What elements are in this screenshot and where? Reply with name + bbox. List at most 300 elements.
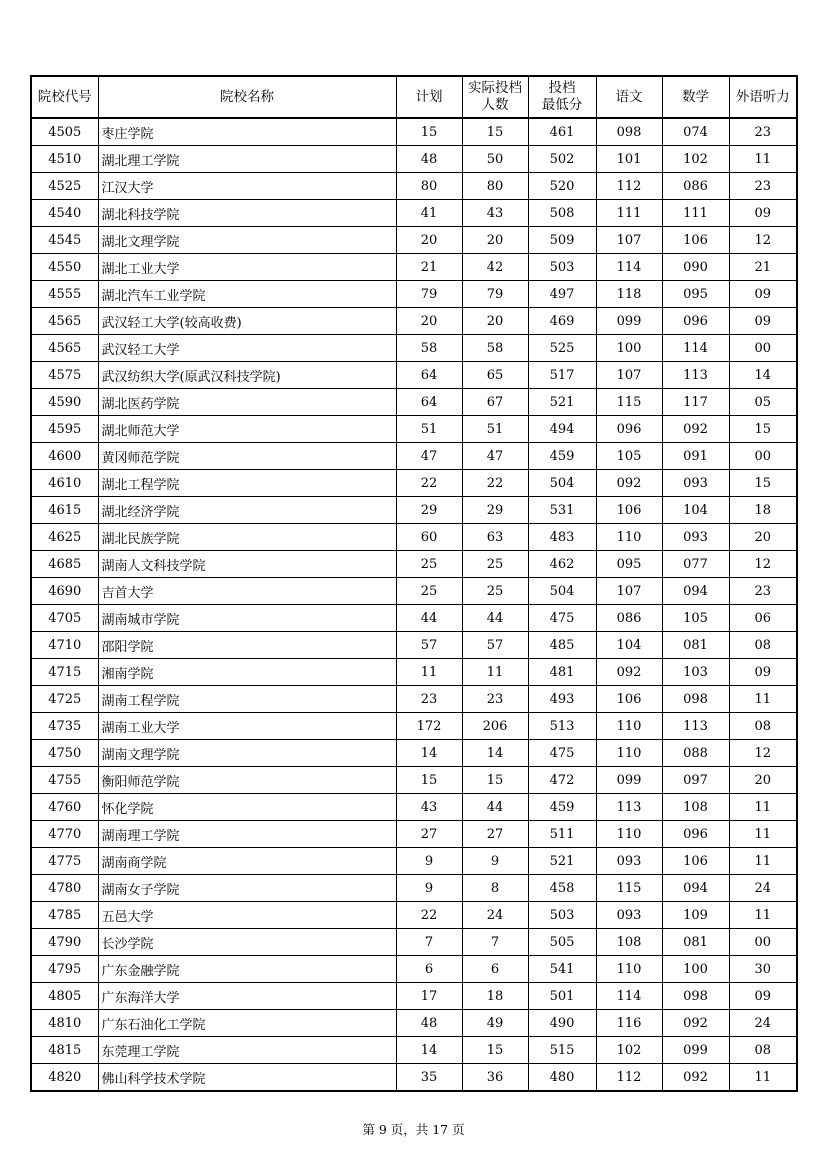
plan-cell: 172 — [396, 713, 462, 740]
plan-cell: 48 — [396, 146, 462, 173]
name-cell: 武汉轻工大学 — [98, 335, 396, 362]
plan-cell: 43 — [396, 794, 462, 821]
plan-cell: 9 — [396, 848, 462, 875]
table-row — [31, 443, 797, 470]
actual-cell: 18 — [462, 983, 528, 1010]
code-cell: 4760 — [31, 794, 98, 821]
name-cell: 五邑大学 — [98, 902, 396, 929]
foreign-cell: 00 — [729, 443, 797, 470]
table-row — [31, 1064, 797, 1092]
plan-cell: 25 — [396, 551, 462, 578]
name-cell: 湖北经济学院 — [98, 497, 396, 524]
foreign-cell: 11 — [729, 902, 797, 929]
math-cell: 109 — [662, 902, 729, 929]
name-cell: 湖北工业大学 — [98, 254, 396, 281]
code-cell: 4705 — [31, 605, 98, 632]
min-score-cell: 475 — [528, 740, 596, 767]
foreign-cell: 11 — [729, 794, 797, 821]
code-cell: 4755 — [31, 767, 98, 794]
min-score-cell: 481 — [528, 659, 596, 686]
code-cell: 4550 — [31, 254, 98, 281]
plan-cell: 17 — [396, 983, 462, 1010]
min-score-cell: 504 — [528, 470, 596, 497]
table-row — [31, 605, 797, 632]
table-row — [31, 794, 797, 821]
chinese-cell: 107 — [596, 578, 662, 605]
plan-cell: 64 — [396, 389, 462, 416]
min-score-cell: 508 — [528, 200, 596, 227]
actual-cell: 206 — [462, 713, 528, 740]
actual-cell: 57 — [462, 632, 528, 659]
actual-cell: 9 — [462, 848, 528, 875]
plan-cell: 79 — [396, 281, 462, 308]
actual-cell: 51 — [462, 416, 528, 443]
foreign-cell: 08 — [729, 1037, 797, 1064]
code-cell: 4725 — [31, 686, 98, 713]
actual-cell: 29 — [462, 497, 528, 524]
chinese-cell: 099 — [596, 308, 662, 335]
min-score-cell: 541 — [528, 956, 596, 983]
foreign-cell: 23 — [729, 173, 797, 200]
plan-cell: 6 — [396, 956, 462, 983]
code-cell: 4750 — [31, 740, 98, 767]
actual-cell: 79 — [462, 281, 528, 308]
plan-cell: 57 — [396, 632, 462, 659]
code-cell: 4510 — [31, 146, 98, 173]
actual-cell: 43 — [462, 200, 528, 227]
chinese-cell: 092 — [596, 659, 662, 686]
min-score-cell: 515 — [528, 1037, 596, 1064]
header-foreign: 外语听力 — [729, 76, 797, 118]
code-cell: 4790 — [31, 929, 98, 956]
table-row — [31, 1037, 797, 1064]
table-row — [31, 335, 797, 362]
foreign-cell: 15 — [729, 416, 797, 443]
chinese-cell: 114 — [596, 254, 662, 281]
foreign-cell: 21 — [729, 254, 797, 281]
header-min-score — [528, 76, 596, 118]
chinese-cell: 107 — [596, 362, 662, 389]
plan-cell: 14 — [396, 1037, 462, 1064]
min-score-cell: 459 — [528, 794, 596, 821]
table-row — [31, 956, 797, 983]
math-cell: 081 — [662, 929, 729, 956]
actual-cell: 67 — [462, 389, 528, 416]
chinese-cell: 093 — [596, 848, 662, 875]
min-score-cell: 520 — [528, 173, 596, 200]
foreign-cell: 11 — [729, 821, 797, 848]
chinese-cell: 111 — [596, 200, 662, 227]
actual-cell: 15 — [462, 767, 528, 794]
header-row — [31, 76, 797, 118]
chinese-cell: 102 — [596, 1037, 662, 1064]
code-cell: 4770 — [31, 821, 98, 848]
actual-cell: 6 — [462, 956, 528, 983]
table-row — [31, 227, 797, 254]
min-score-cell: 505 — [528, 929, 596, 956]
min-score-cell: 493 — [528, 686, 596, 713]
plan-cell: 29 — [396, 497, 462, 524]
plan-cell: 23 — [396, 686, 462, 713]
name-cell: 湖南女子学院 — [98, 875, 396, 902]
name-cell: 长沙学院 — [98, 929, 396, 956]
math-cell: 093 — [662, 470, 729, 497]
code-cell: 4545 — [31, 227, 98, 254]
name-cell: 湖南文理学院 — [98, 740, 396, 767]
actual-cell: 50 — [462, 146, 528, 173]
math-cell: 114 — [662, 335, 729, 362]
table-row — [31, 200, 797, 227]
plan-cell: 27 — [396, 821, 462, 848]
chinese-cell: 115 — [596, 875, 662, 902]
math-cell: 103 — [662, 659, 729, 686]
actual-cell: 8 — [462, 875, 528, 902]
actual-cell: 22 — [462, 470, 528, 497]
plan-cell: 41 — [396, 200, 462, 227]
code-cell: 4685 — [31, 551, 98, 578]
math-cell: 104 — [662, 497, 729, 524]
math-cell: 100 — [662, 956, 729, 983]
math-cell: 090 — [662, 254, 729, 281]
foreign-cell: 12 — [729, 551, 797, 578]
chinese-cell: 106 — [596, 686, 662, 713]
math-cell: 093 — [662, 524, 729, 551]
min-score-cell: 485 — [528, 632, 596, 659]
code-cell: 4735 — [31, 713, 98, 740]
min-score-cell: 472 — [528, 767, 596, 794]
math-cell: 088 — [662, 740, 729, 767]
actual-cell: 15 — [462, 1037, 528, 1064]
actual-cell: 42 — [462, 254, 528, 281]
table-row — [31, 1010, 797, 1037]
code-cell: 4780 — [31, 875, 98, 902]
actual-cell: 44 — [462, 605, 528, 632]
plan-cell: 48 — [396, 1010, 462, 1037]
foreign-cell: 08 — [729, 632, 797, 659]
math-cell: 092 — [662, 416, 729, 443]
name-cell: 武汉纺织大学(原武汉科技学院) — [98, 362, 396, 389]
math-cell: 098 — [662, 686, 729, 713]
table-row — [31, 875, 797, 902]
name-cell: 武汉轻工大学(较高收费) — [98, 308, 396, 335]
name-cell: 湖北工程学院 — [98, 470, 396, 497]
actual-cell: 44 — [462, 794, 528, 821]
plan-cell: 22 — [396, 470, 462, 497]
actual-cell: 58 — [462, 335, 528, 362]
foreign-cell: 15 — [729, 470, 797, 497]
foreign-cell: 20 — [729, 767, 797, 794]
foreign-cell: 12 — [729, 227, 797, 254]
code-cell: 4555 — [31, 281, 98, 308]
min-score-cell: 503 — [528, 254, 596, 281]
name-cell: 湖北师范大学 — [98, 416, 396, 443]
code-cell: 4610 — [31, 470, 98, 497]
chinese-cell: 104 — [596, 632, 662, 659]
table-row — [31, 767, 797, 794]
math-cell: 092 — [662, 1064, 729, 1092]
plan-cell: 22 — [396, 902, 462, 929]
math-cell: 096 — [662, 821, 729, 848]
actual-cell: 27 — [462, 821, 528, 848]
math-cell: 074 — [662, 118, 729, 146]
min-score-cell: 517 — [528, 362, 596, 389]
header-math: 数学 — [662, 76, 729, 118]
code-cell: 4690 — [31, 578, 98, 605]
chinese-cell: 107 — [596, 227, 662, 254]
plan-cell: 64 — [396, 362, 462, 389]
chinese-cell: 108 — [596, 929, 662, 956]
foreign-cell: 09 — [729, 983, 797, 1010]
header-min-line2: 最低分 — [541, 97, 583, 113]
min-score-cell: 509 — [528, 227, 596, 254]
name-cell: 东莞理工学院 — [98, 1037, 396, 1064]
actual-cell: 25 — [462, 551, 528, 578]
table-row — [31, 416, 797, 443]
min-score-cell: 501 — [528, 983, 596, 1010]
table-row — [31, 118, 797, 146]
name-cell: 江汉大学 — [98, 173, 396, 200]
code-cell: 4775 — [31, 848, 98, 875]
min-score-cell: 459 — [528, 443, 596, 470]
chinese-cell: 116 — [596, 1010, 662, 1037]
name-cell: 邵阳学院 — [98, 632, 396, 659]
math-cell: 097 — [662, 767, 729, 794]
name-cell: 黄冈师范学院 — [98, 443, 396, 470]
plan-cell: 58 — [396, 335, 462, 362]
name-cell: 湖北民族学院 — [98, 524, 396, 551]
table-row — [31, 983, 797, 1010]
chinese-cell: 101 — [596, 146, 662, 173]
math-cell: 092 — [662, 1010, 729, 1037]
table-row — [31, 902, 797, 929]
plan-cell: 20 — [396, 227, 462, 254]
header-min-line1: 投档 — [548, 80, 576, 96]
actual-cell: 80 — [462, 173, 528, 200]
chinese-cell: 086 — [596, 605, 662, 632]
chinese-cell: 110 — [596, 956, 662, 983]
min-score-cell: 531 — [528, 497, 596, 524]
min-score-cell: 494 — [528, 416, 596, 443]
code-cell: 4810 — [31, 1010, 98, 1037]
chinese-cell: 095 — [596, 551, 662, 578]
plan-cell: 11 — [396, 659, 462, 686]
foreign-cell: 09 — [729, 659, 797, 686]
plan-cell: 15 — [396, 118, 462, 146]
plan-cell: 14 — [396, 740, 462, 767]
chinese-cell: 118 — [596, 281, 662, 308]
chinese-cell: 100 — [596, 335, 662, 362]
chinese-cell: 099 — [596, 767, 662, 794]
table-row — [31, 659, 797, 686]
actual-cell: 14 — [462, 740, 528, 767]
plan-cell: 60 — [396, 524, 462, 551]
code-cell: 4565 — [31, 308, 98, 335]
math-cell: 095 — [662, 281, 729, 308]
min-score-cell: 475 — [528, 605, 596, 632]
chinese-cell: 112 — [596, 1064, 662, 1092]
actual-cell: 49 — [462, 1010, 528, 1037]
math-cell: 105 — [662, 605, 729, 632]
code-cell: 4805 — [31, 983, 98, 1010]
math-cell: 099 — [662, 1037, 729, 1064]
admission-table — [30, 75, 798, 1092]
foreign-cell: 09 — [729, 281, 797, 308]
actual-cell: 20 — [462, 227, 528, 254]
name-cell: 广东海洋大学 — [98, 983, 396, 1010]
code-cell: 4615 — [31, 497, 98, 524]
header-actual-line1: 实际投档 — [468, 80, 522, 96]
foreign-cell: 00 — [729, 929, 797, 956]
actual-cell: 15 — [462, 118, 528, 146]
table-row — [31, 389, 797, 416]
min-score-cell: 461 — [528, 118, 596, 146]
actual-cell: 24 — [462, 902, 528, 929]
math-cell: 113 — [662, 713, 729, 740]
table-row — [31, 281, 797, 308]
name-cell: 枣庄学院 — [98, 118, 396, 146]
table-row — [31, 848, 797, 875]
name-cell: 湖南人文科技学院 — [98, 551, 396, 578]
min-score-cell: 525 — [528, 335, 596, 362]
header-actual — [462, 76, 528, 118]
chinese-cell: 112 — [596, 173, 662, 200]
foreign-cell: 18 — [729, 497, 797, 524]
math-cell: 113 — [662, 362, 729, 389]
table-row — [31, 146, 797, 173]
code-cell: 4590 — [31, 389, 98, 416]
actual-cell: 65 — [462, 362, 528, 389]
foreign-cell: 11 — [729, 848, 797, 875]
math-cell: 091 — [662, 443, 729, 470]
chinese-cell: 114 — [596, 983, 662, 1010]
foreign-cell: 14 — [729, 362, 797, 389]
math-cell: 102 — [662, 146, 729, 173]
name-cell: 湖南理工学院 — [98, 821, 396, 848]
table-body — [31, 118, 797, 1091]
min-score-cell: 504 — [528, 578, 596, 605]
table-row — [31, 173, 797, 200]
header-code: 院校代号 — [31, 76, 98, 118]
chinese-cell: 106 — [596, 497, 662, 524]
actual-cell: 7 — [462, 929, 528, 956]
foreign-cell: 24 — [729, 1010, 797, 1037]
actual-cell: 23 — [462, 686, 528, 713]
min-score-cell: 469 — [528, 308, 596, 335]
foreign-cell: 20 — [729, 524, 797, 551]
name-cell: 怀化学院 — [98, 794, 396, 821]
plan-cell: 80 — [396, 173, 462, 200]
math-cell: 106 — [662, 227, 729, 254]
foreign-cell: 30 — [729, 956, 797, 983]
plan-cell: 47 — [396, 443, 462, 470]
min-score-cell: 502 — [528, 146, 596, 173]
code-cell: 4505 — [31, 118, 98, 146]
foreign-cell: 23 — [729, 118, 797, 146]
chinese-cell: 092 — [596, 470, 662, 497]
chinese-cell: 105 — [596, 443, 662, 470]
table-row — [31, 740, 797, 767]
foreign-cell: 23 — [729, 578, 797, 605]
foreign-cell: 09 — [729, 200, 797, 227]
chinese-cell: 096 — [596, 416, 662, 443]
min-score-cell: 521 — [528, 389, 596, 416]
code-cell: 4575 — [31, 362, 98, 389]
code-cell: 4820 — [31, 1064, 98, 1092]
code-cell: 4525 — [31, 173, 98, 200]
math-cell: 077 — [662, 551, 729, 578]
code-cell: 4600 — [31, 443, 98, 470]
table-row — [31, 497, 797, 524]
foreign-cell: 11 — [729, 146, 797, 173]
plan-cell: 25 — [396, 578, 462, 605]
table-row — [31, 308, 797, 335]
actual-cell: 36 — [462, 1064, 528, 1092]
foreign-cell: 09 — [729, 308, 797, 335]
actual-cell: 25 — [462, 578, 528, 605]
name-cell: 广东石油化工学院 — [98, 1010, 396, 1037]
min-score-cell: 511 — [528, 821, 596, 848]
plan-cell: 7 — [396, 929, 462, 956]
chinese-cell: 093 — [596, 902, 662, 929]
foreign-cell: 00 — [729, 335, 797, 362]
plan-cell: 35 — [396, 1064, 462, 1092]
code-cell: 4565 — [31, 335, 98, 362]
table-row — [31, 254, 797, 281]
plan-cell: 44 — [396, 605, 462, 632]
header-plan: 计划 — [396, 76, 462, 118]
name-cell: 湖南工程学院 — [98, 686, 396, 713]
table-row — [31, 713, 797, 740]
foreign-cell: 12 — [729, 740, 797, 767]
code-cell: 4540 — [31, 200, 98, 227]
code-cell: 4795 — [31, 956, 98, 983]
code-cell: 4715 — [31, 659, 98, 686]
actual-cell: 47 — [462, 443, 528, 470]
chinese-cell: 110 — [596, 524, 662, 551]
math-cell: 098 — [662, 983, 729, 1010]
actual-cell: 11 — [462, 659, 528, 686]
min-score-cell: 483 — [528, 524, 596, 551]
chinese-cell: 110 — [596, 740, 662, 767]
name-cell: 湖南城市学院 — [98, 605, 396, 632]
table-row — [31, 524, 797, 551]
plan-cell: 51 — [396, 416, 462, 443]
foreign-cell: 05 — [729, 389, 797, 416]
chinese-cell: 115 — [596, 389, 662, 416]
min-score-cell: 480 — [528, 1064, 596, 1092]
foreign-cell: 11 — [729, 1064, 797, 1092]
name-cell: 吉首大学 — [98, 578, 396, 605]
code-cell: 4710 — [31, 632, 98, 659]
page-footer: 第 9 页，共 17 页 — [362, 1122, 465, 1137]
table-row — [31, 632, 797, 659]
table-row — [31, 821, 797, 848]
foreign-cell: 08 — [729, 713, 797, 740]
plan-cell: 20 — [396, 308, 462, 335]
header-chinese: 语文 — [596, 76, 662, 118]
math-cell: 117 — [662, 389, 729, 416]
table-row — [31, 578, 797, 605]
min-score-cell: 462 — [528, 551, 596, 578]
plan-cell: 15 — [396, 767, 462, 794]
plan-cell: 9 — [396, 875, 462, 902]
code-cell: 4815 — [31, 1037, 98, 1064]
plan-cell: 21 — [396, 254, 462, 281]
actual-cell: 20 — [462, 308, 528, 335]
min-score-cell: 521 — [528, 848, 596, 875]
table-row — [31, 686, 797, 713]
min-score-cell: 490 — [528, 1010, 596, 1037]
